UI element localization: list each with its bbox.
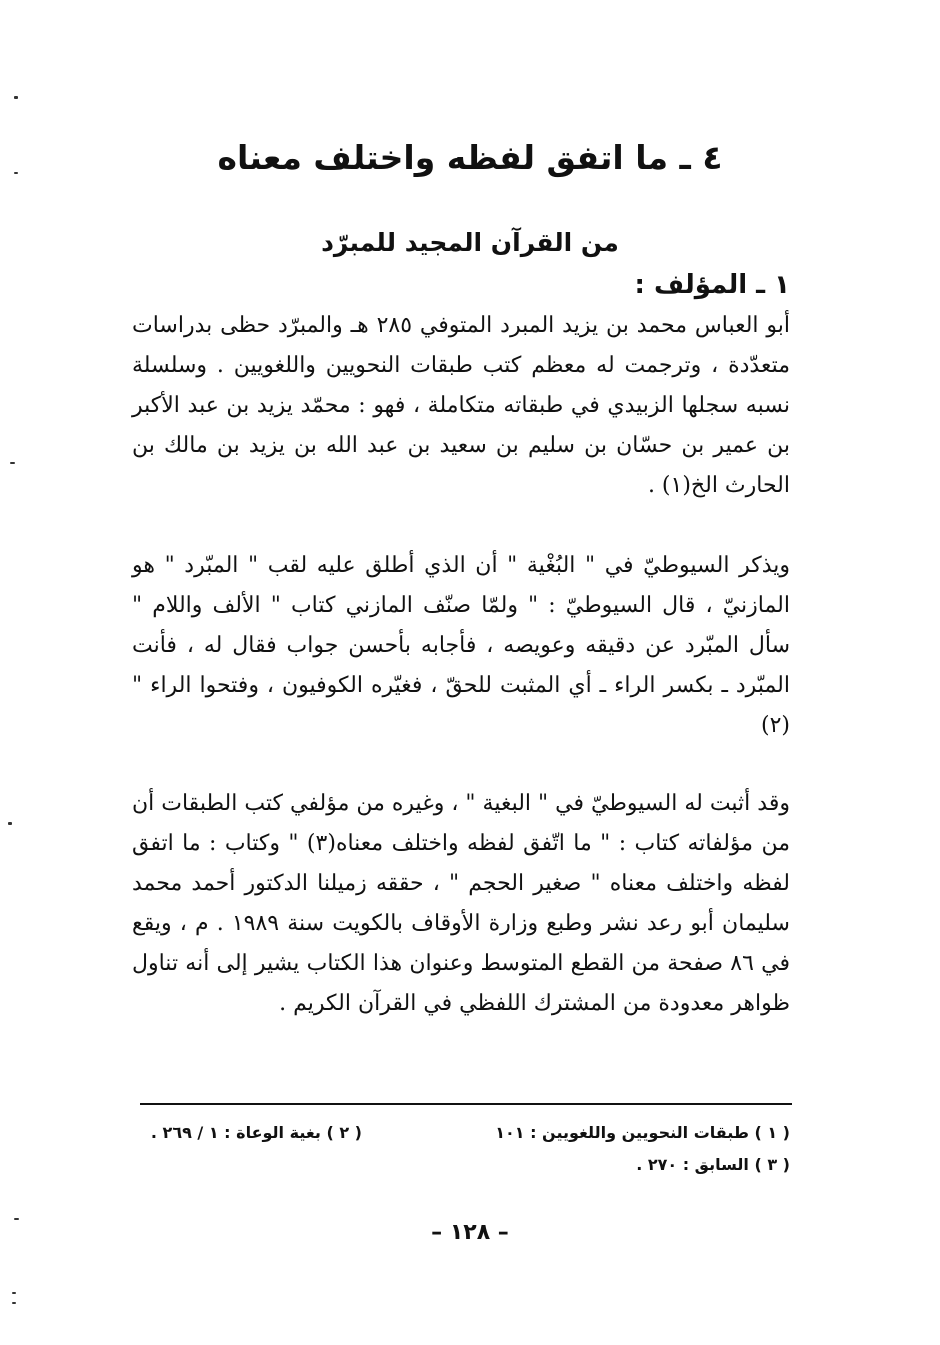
- scan-speck: [14, 96, 18, 99]
- footnote-3: ( ٣ ) السابق : ٢٧٠ .: [636, 1155, 790, 1174]
- chapter-title: ٤ ـ ما اتفق لفظه واختلف معناه: [217, 138, 723, 177]
- footnote-1: ( ١ ) طبقات النحويين واللغويين : ١٠١: [495, 1123, 790, 1142]
- scan-speck: [10, 462, 15, 464]
- footnote-divider: [140, 1103, 792, 1105]
- paragraph-3: وقد أثبت له السيوطيّ في " البغية " ، وغيره من مؤلفي كتب الطبقات أن من مؤلفاته كتاب : " ما اتّفق لفظه واختلف معناه(٣) " وكتاب : ما اتفق لفظه واختلف معناه " صغير الحجم " ، حققه زميلنا الدكتور أحمد محمد سليمان أبو رعد نشر وطبع وزارة الأوقاف بالكويت سنة ١٩٨٩ . م ، ويقع في ٨٦ صفحة من القطع المتوسط وعنوان هذا الكتاب يشير إلى أنه تناول ظواهر معدودة من المشترك اللفظي في القرآن الكريم .: [132, 791, 790, 1016]
- footnote-2: ( ٢ ) بغية الوعاة : ١ / ٢٦٩ .: [150, 1123, 362, 1142]
- paragraph-2: ويذكر السيوطيّ في " البُغْية " أن الذي أطلق عليه لقب " المبّرد " هو المازنيّ ، قال السيوطيّ : " ولمّا صنّف المازني كتاب " الألف واللام " سأل المبّرد عن دقيقه وعويصه ، فأجابه بأحسن جواب فقال له ، فأنت المبّرد ـ بكسر الراء ـ أي المثبت للحقّ ، فغيّره الكوفيون ، وفتحوا الراء " (٢): [132, 553, 790, 738]
- scan-speck: [14, 1218, 19, 1220]
- page-number: – ١٢٨ –: [431, 1220, 509, 1245]
- scan-speck: [12, 1302, 16, 1304]
- subtitle: من القرآن المجيد للمبرّد: [321, 228, 619, 257]
- scan-speck: [8, 822, 12, 825]
- scan-speck: [12, 1292, 16, 1294]
- paragraph-1: أبو العباس محمد بن يزيد المبرد المتوفي ٢٨٥ هـ والمبرّد حظى بدراسات متعدّدة ، وترجمت له معظم كتب طبقات النحويين واللغويين . وسلسلة نسبه سجلها الزبيدي في طبقاته متكاملة ، فهو : محمّد يزيد بن عبد الأكبر بن عمير بن حسّان بن سليم بن سعيد بن عبد الله بن يزيد بن مالك بن الحارث الخ(١) .: [132, 313, 790, 498]
- section-heading: ١ ـ المؤلف :: [634, 270, 790, 300]
- scan-speck: [14, 172, 18, 174]
